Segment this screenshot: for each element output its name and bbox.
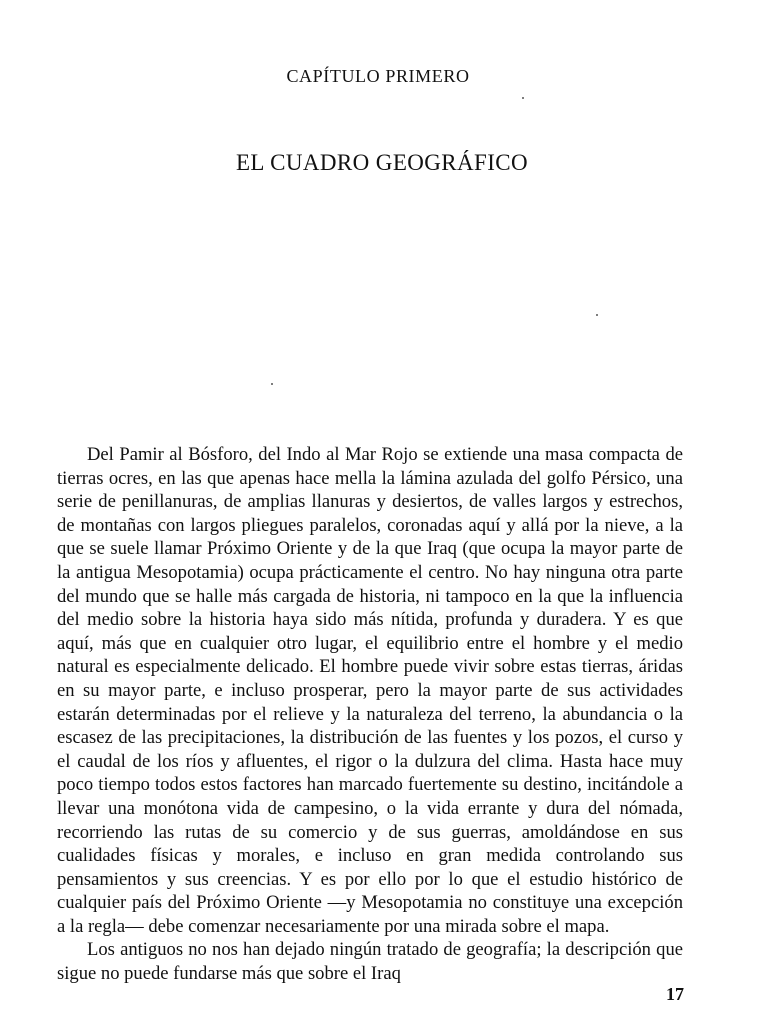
paragraph: Del Pamir al Bósforo, del Indo al Mar Rojo se extiende una masa compacta de tierras ocres, en las que apenas hace mella la lámina azulada del golfo Pérsico, una serie de penillanuras, de amplias llanuras y desiertos, de valles largos y estrechos, de montañas con largos pliegues paralelos, coronadas aquí y allá por la nieve, a la que se suele llamar Próximo Oriente y de la que Iraq (que ocupa la mayor parte de la antigua Mesopotamia) ocupa prácticamente el centro. No hay ninguna otra parte del mundo que se halle más cargada de historia, ni tampoco en la que la influencia del medio sobre la historia haya sido más nítida, profunda y duradera. Y es que aquí, más que en cualquier otro lugar, el equilibrio entre el hombre y el medio natural es especialmente delicado. El hombre puede vivir sobre estas tierras, áridas en su mayor parte, e incluso prosperar, pero la mayor parte de sus actividades estarán determinadas por el relieve y la naturaleza del terreno, la abundancia o la escasez de las precipitaciones, la distribución de las fuentes y los pozos, el curso y el caudal de los ríos y afluentes, el rigor o la dulzura del clima. Hasta hace muy poco tiempo todos estos factores han marcado fuertemente su destino, incitándole a llevar una monótona vida de campesino, o la vida errante y dura del nómada, recorriendo las rutas de su comercio y de sus guerras, amoldándose en sus cualidades físicas y morales, e incluso en gran medida controlando sus pensamientos y sus creencias. Y es por ello por lo que el estudio histórico de cualquier país del Próximo Oriente —y Mesopotamia no constituye una excepción a la regla— debe comenzar necesariamente por una mirada sobre el mapa.	[57, 444, 683, 937]
chapter-label: CAPÍTULO PRIMERO	[286, 66, 470, 86]
print-speck	[596, 314, 598, 316]
print-speck	[271, 383, 273, 385]
chapter-title: EL CUADRO GEOGRÁFICO	[235, 150, 529, 175]
page-number: 17	[666, 984, 684, 1004]
print-speck	[522, 97, 524, 99]
paragraph: Los antiguos no nos han dejado ningún tratado de geografía; la descripción que sigue no puede fundarse más que sobre el Iraq	[57, 939, 683, 985]
body-text	[57, 443, 683, 986]
